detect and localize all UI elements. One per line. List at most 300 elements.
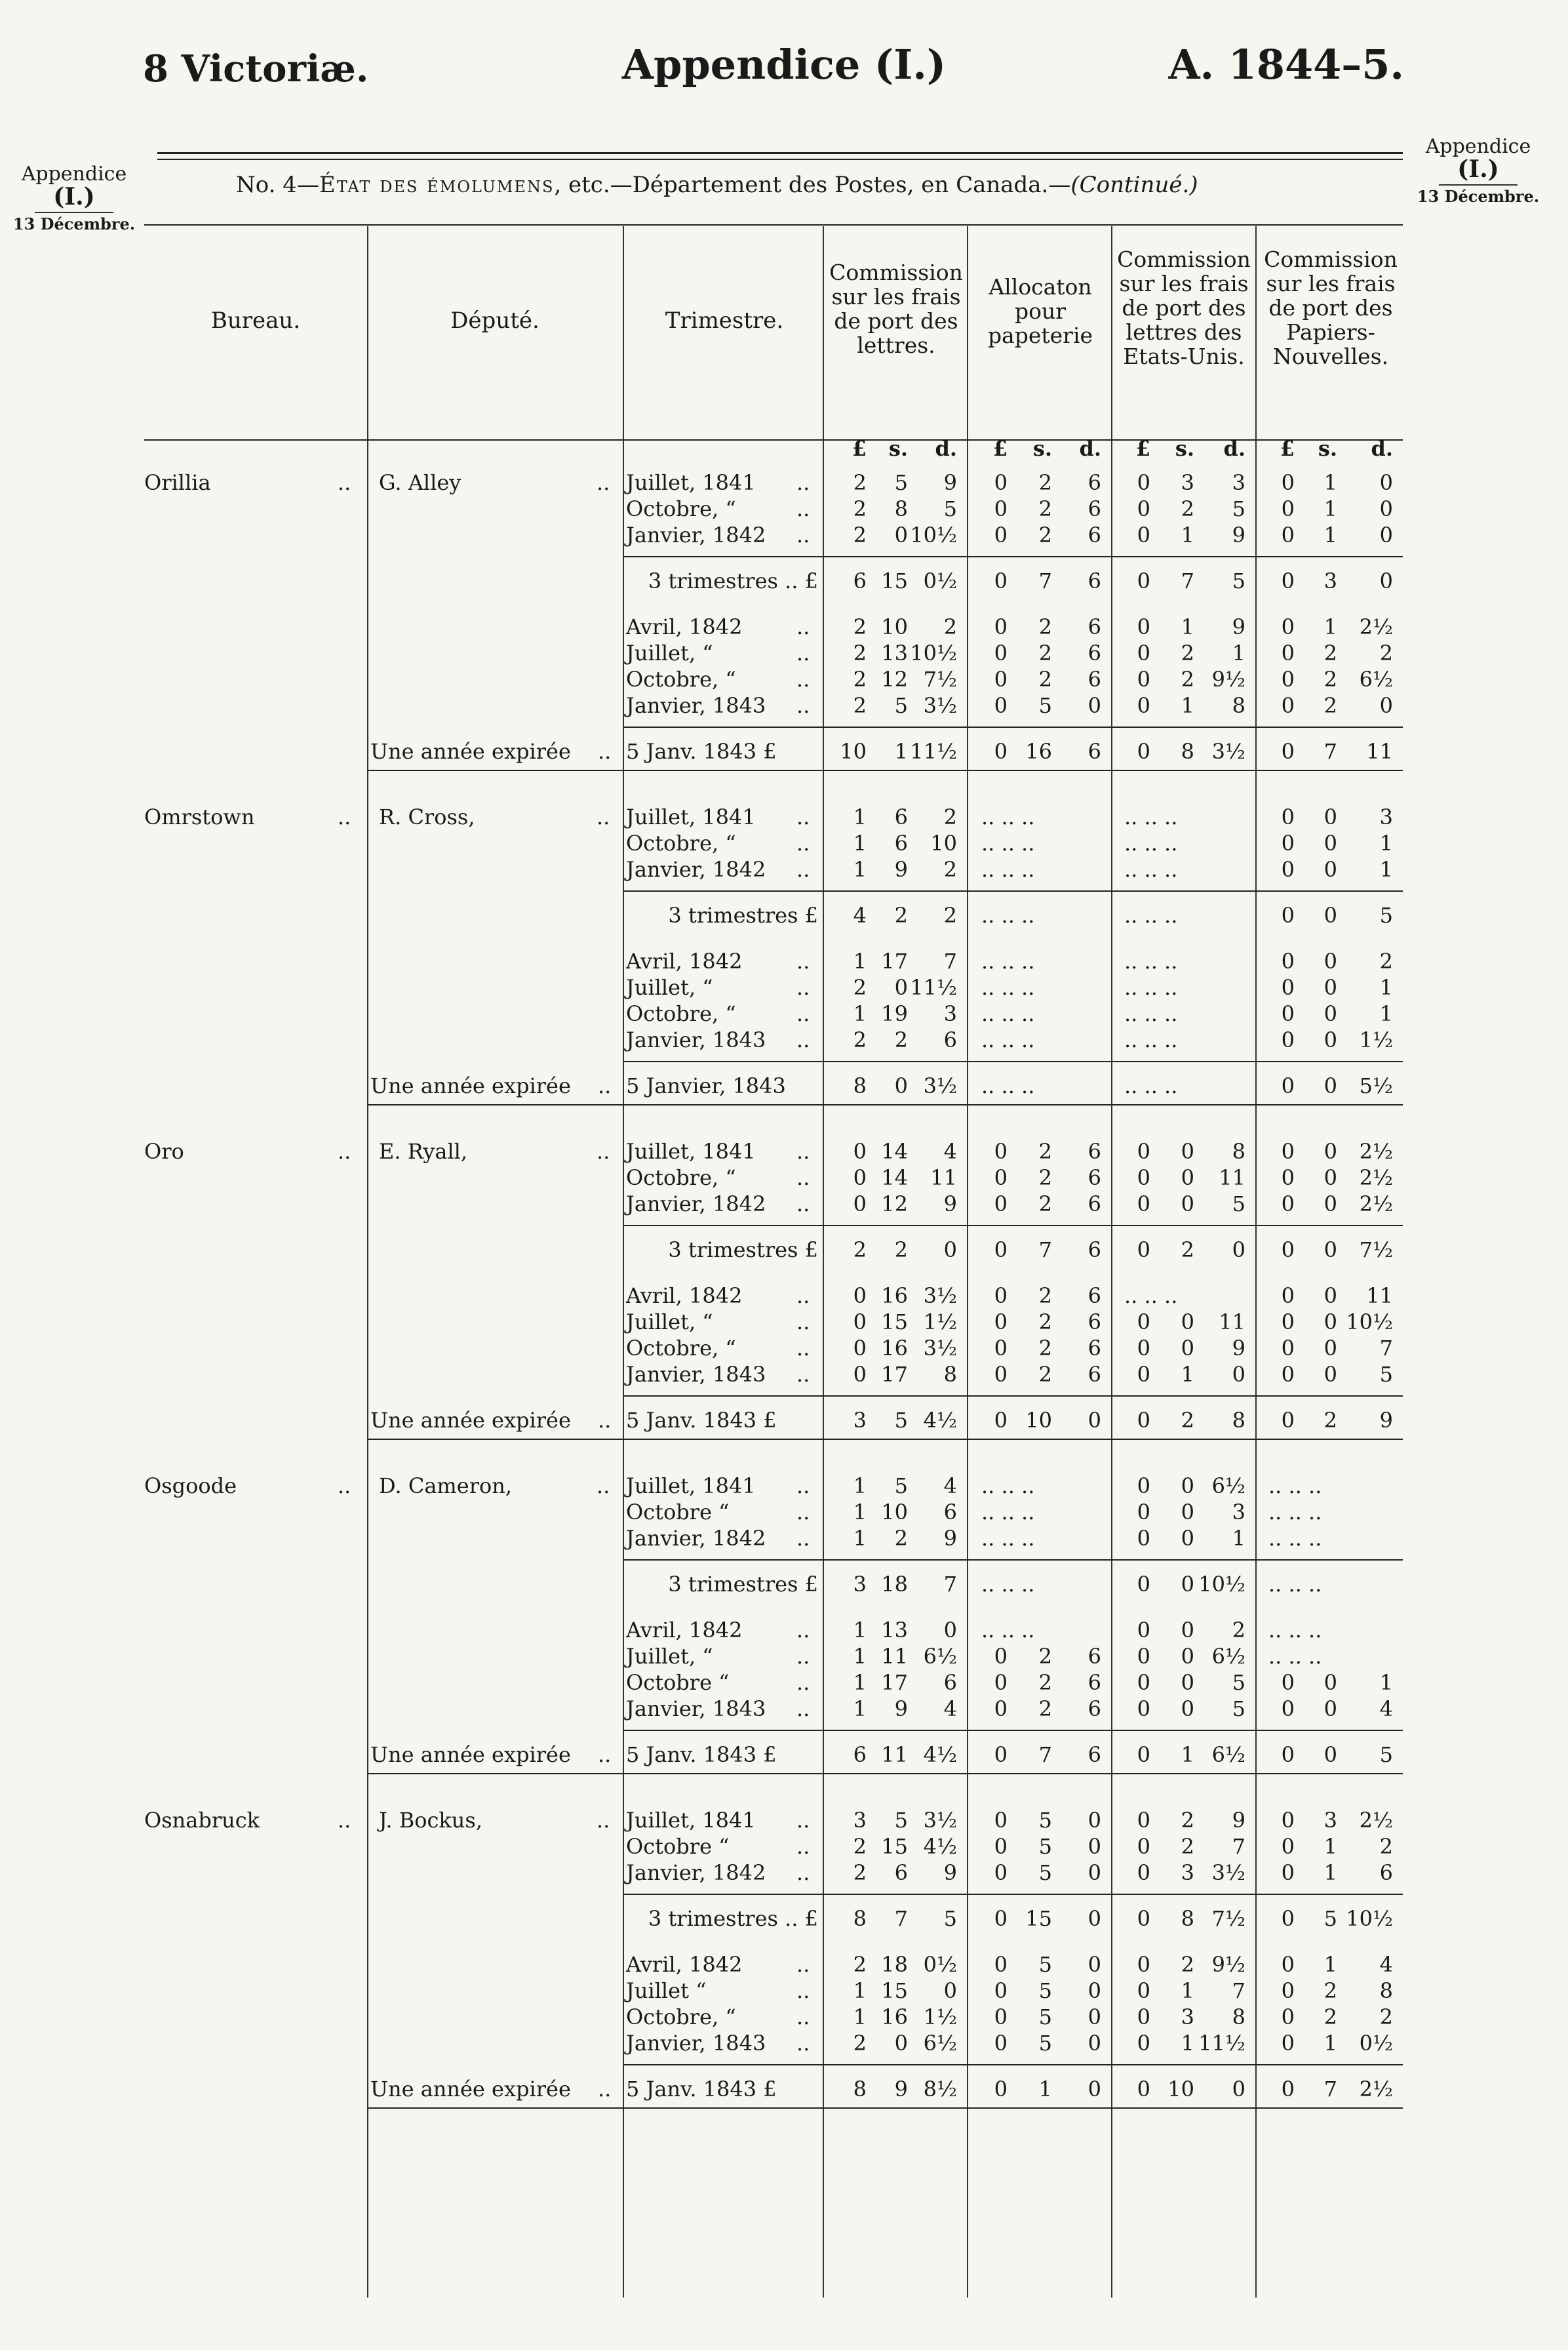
amount-c3-pence: 8 — [1232, 693, 1245, 718]
empty-dots: .. .. .. — [1268, 1644, 1322, 1669]
empty-dots: .. .. .. — [1124, 831, 1178, 856]
amount-c2-pence: 0 — [1088, 2077, 1101, 2101]
amount-c3-pounds: 0 — [1137, 1644, 1150, 1669]
unit-label-c1: £ — [852, 436, 867, 461]
col-header-commission-papiers: Commission sur les frais de port des Papiers-Nouvelles. — [1264, 247, 1398, 369]
leader-dots: .. — [796, 1001, 810, 1026]
amount-c1-shillings: 6 — [894, 805, 908, 829]
amount-c2-shillings: 5 — [1038, 1808, 1052, 1833]
amount-c4-pounds: 0 — [1281, 568, 1295, 593]
amount-c2-pounds: 0 — [994, 693, 1008, 718]
leader-dots: .. — [598, 1742, 612, 1767]
amount-c3-shillings: 3 — [1181, 470, 1194, 495]
amount-c3-pounds: 0 — [1137, 1696, 1150, 1721]
leader-dots: .. — [598, 1408, 612, 1433]
amount-c1-shillings: 0 — [894, 1073, 908, 1098]
leader-dots: .. — [338, 1139, 351, 1164]
amount-c2-shillings: 7 — [1038, 1237, 1052, 1262]
amount-c2-pounds: 0 — [994, 614, 1008, 639]
amount-c4-pounds: 0 — [1281, 1834, 1295, 1859]
amount-c3-shillings: 2 — [1181, 641, 1194, 666]
amount-c2-shillings: 2 — [1038, 1336, 1052, 1361]
amount-c4-shillings: 1 — [1323, 1952, 1337, 1977]
amount-c1-pence: 9 — [943, 470, 957, 495]
amount-c2-pence: 0 — [1088, 1834, 1101, 1859]
total-label: 5 Janv. 1843 £ — [626, 2077, 777, 2101]
amount-c4-shillings: 0 — [1323, 1027, 1337, 1052]
amount-c2-pence: 6 — [1088, 739, 1101, 764]
amount-c1-pence: 11½ — [910, 739, 957, 764]
empty-dots: .. .. .. — [981, 1526, 1035, 1551]
amount-c4-pence: 0 — [1379, 496, 1393, 521]
amount-c4-pounds: 0 — [1281, 2004, 1295, 2029]
amount-c4-shillings: 1 — [1323, 1834, 1337, 1859]
unit-label-c3: £ — [1135, 436, 1150, 461]
trimestre-cell: Juillet, 1841 — [626, 1808, 756, 1833]
amount-c1-shillings: 17 — [881, 1362, 908, 1387]
amount-c1-pounds: 1 — [853, 805, 867, 829]
amount-c4-pounds: 0 — [1281, 667, 1295, 692]
empty-dots: .. .. .. — [981, 1073, 1035, 1098]
year-label: Une année expirée — [370, 2077, 571, 2101]
trimestre-cell: Octobre, “ — [626, 2004, 736, 2029]
amount-c1-pence: 5 — [943, 496, 957, 521]
amount-c2-shillings: 2 — [1038, 1191, 1052, 1216]
bureau-name: Orillia — [144, 470, 211, 495]
amount-c2-shillings: 5 — [1038, 693, 1052, 718]
leader-dots: .. — [796, 667, 810, 692]
amount-c4-shillings: 2 — [1323, 693, 1337, 718]
trimestre-cell: Octobre, “ — [626, 1336, 736, 1361]
amount-c3-pence: 6½ — [1211, 1644, 1245, 1669]
amount-c2-shillings: 2 — [1038, 641, 1052, 666]
total-rule — [623, 727, 1403, 728]
amount-c3-pence: 8 — [1232, 1139, 1245, 1164]
amount-c1-shillings: 2 — [894, 1027, 908, 1052]
amount-c4-pounds: 0 — [1281, 1362, 1295, 1387]
amount-c3-pounds: 0 — [1137, 1860, 1150, 1885]
amount-c4-pounds: 0 — [1281, 903, 1295, 928]
caption-suffix: , etc.—Département des Postes, en Canada.— — [554, 172, 1071, 198]
amount-c1-pence: 3½ — [923, 1073, 957, 1098]
amount-c1-shillings: 14 — [881, 1139, 908, 1164]
trimestre-cell: Janvier, 1842 — [626, 857, 766, 882]
amount-c3-pence: 9 — [1232, 1808, 1245, 1833]
trimestre-cell: Janvier, 1842 — [626, 1526, 766, 1551]
amount-c3-shillings: 0 — [1181, 1309, 1194, 1334]
amount-c4-shillings: 3 — [1323, 1808, 1337, 1833]
amount-c2-shillings: 5 — [1038, 2031, 1052, 2056]
amount-c1-shillings: 0 — [894, 975, 908, 1000]
amount-c2-shillings: 5 — [1038, 1860, 1052, 1885]
amount-c1-pence: 6 — [943, 1670, 957, 1695]
amount-c3-pence: 0 — [1232, 2077, 1245, 2101]
amount-c4-shillings: 0 — [1323, 975, 1337, 1000]
top-rule — [157, 152, 1403, 154]
amount-c3-shillings: 0 — [1181, 1139, 1194, 1164]
amount-c4-pounds: 0 — [1281, 641, 1295, 666]
amount-c1-pounds: 0 — [853, 1309, 867, 1334]
trimestre-cell: Octobre, “ — [626, 667, 736, 692]
empty-dots: .. .. .. — [1124, 857, 1178, 882]
trimestre-cell: Juillet, “ — [626, 1644, 713, 1669]
amount-c4-pence: 1 — [1379, 1001, 1393, 1026]
amount-c3-shillings: 0 — [1181, 1670, 1194, 1695]
amount-c3-pounds: 0 — [1137, 1906, 1150, 1931]
leader-dots: .. — [796, 857, 810, 882]
amount-c2-pence: 6 — [1088, 1742, 1101, 1767]
amount-c4-shillings: 0 — [1323, 1309, 1337, 1334]
amount-c2-pounds: 0 — [994, 1670, 1008, 1695]
amount-c3-pounds: 0 — [1137, 2077, 1150, 2101]
empty-dots: .. .. .. — [981, 975, 1035, 1000]
amount-c4-pence: 2 — [1379, 1834, 1393, 1859]
amount-c4-pounds: 0 — [1281, 614, 1295, 639]
amount-c3-pounds: 0 — [1137, 667, 1150, 692]
amount-c2-pounds: 0 — [994, 2004, 1008, 2029]
amount-c3-shillings: 0 — [1181, 1696, 1194, 1721]
amount-c1-pence: 6 — [943, 1500, 957, 1524]
depute-name: E. Ryall, — [379, 1139, 468, 1164]
caption-title: État des émolumens — [319, 172, 555, 198]
trimestre-cell: Avril, 1842 — [626, 614, 743, 639]
col-divider — [1255, 226, 1257, 2298]
amount-c4-pounds: 0 — [1281, 1027, 1295, 1052]
amount-c4-shillings: 0 — [1323, 1742, 1337, 1767]
bureau-name: Osnabruck — [144, 1808, 260, 1833]
amount-c3-shillings: 1 — [1181, 693, 1194, 718]
leader-dots: .. — [796, 949, 810, 974]
amount-c3-pounds: 0 — [1137, 1500, 1150, 1524]
amount-c3-pence: 6½ — [1211, 1473, 1245, 1498]
unit-label-c4: £ — [1280, 436, 1295, 461]
subtotal-rule — [623, 1559, 1403, 1561]
amount-c4-shillings: 2 — [1323, 667, 1337, 692]
empty-dots: .. .. .. — [1268, 1473, 1322, 1498]
trimestre-cell: Octobre, “ — [626, 831, 736, 856]
empty-dots: .. .. .. — [1268, 1526, 1322, 1551]
amount-c3-shillings: 0 — [1181, 1500, 1194, 1524]
empty-dots: .. .. .. — [1124, 805, 1178, 829]
empty-dots: .. .. .. — [981, 1473, 1035, 1498]
amount-c3-pounds: 0 — [1137, 1978, 1150, 2003]
amount-c1-shillings: 2 — [894, 903, 908, 928]
trimestre-cell: Janvier, 1843 — [626, 1696, 766, 1721]
amount-c1-shillings: 6 — [894, 1860, 908, 1885]
amount-c2-pounds: 0 — [994, 667, 1008, 692]
amount-c1-pence: 11 — [930, 1165, 957, 1190]
amount-c3-pounds: 0 — [1137, 1618, 1150, 1643]
amount-c1-shillings: 14 — [881, 1165, 908, 1190]
amount-c1-pounds: 3 — [853, 1572, 867, 1597]
trimestre-cell: Octobre, “ — [626, 496, 736, 521]
leader-dots: .. — [796, 1808, 810, 1833]
empty-dots: .. .. .. — [981, 1001, 1035, 1026]
amount-c1-pounds: 2 — [853, 470, 867, 495]
amount-c2-pence: 0 — [1088, 1860, 1101, 1885]
amount-c1-pence: 10 — [930, 831, 957, 856]
leader-dots: .. — [796, 1618, 810, 1643]
subtotal-label: 3 trimestres £ — [668, 1237, 818, 1262]
amount-c4-pence: 1 — [1379, 857, 1393, 882]
amount-c4-pence: 7 — [1379, 1336, 1393, 1361]
amount-c1-pounds: 2 — [853, 1834, 867, 1859]
amount-c4-pounds: 0 — [1281, 1742, 1295, 1767]
amount-c3-shillings: 1 — [1181, 1742, 1194, 1767]
amount-c2-pence: 0 — [1088, 2004, 1101, 2029]
amount-c4-pounds: 0 — [1281, 1808, 1295, 1833]
margin-title: Appendice — [1425, 135, 1531, 158]
unit-label-c2: d. — [1079, 436, 1101, 461]
amount-c3-pence: 5 — [1232, 1696, 1245, 1721]
amount-c4-pounds: 0 — [1281, 975, 1295, 1000]
amount-c1-pence: 11½ — [910, 975, 957, 1000]
amount-c1-pence: 7 — [943, 1572, 957, 1597]
amount-c1-shillings: 15 — [881, 1309, 908, 1334]
amount-c4-shillings: 0 — [1323, 805, 1337, 829]
amount-c1-shillings: 7 — [894, 1906, 908, 1931]
amount-c1-pounds: 8 — [853, 1906, 867, 1931]
amount-c2-pence: 6 — [1088, 1139, 1101, 1164]
amount-c2-pence: 0 — [1088, 2031, 1101, 2056]
amount-c1-pounds: 0 — [853, 1283, 867, 1308]
leader-dots: .. — [796, 693, 810, 718]
margin-rule — [35, 212, 113, 213]
amount-c3-pounds: 0 — [1137, 1191, 1150, 1216]
leader-dots: .. — [796, 1978, 810, 2003]
trimestre-cell: Juillet, “ — [626, 975, 713, 1000]
section-rule — [367, 1439, 1403, 1440]
amount-c4-shillings: 0 — [1323, 949, 1337, 974]
amount-c1-pence: 4½ — [923, 1742, 957, 1767]
total-rule — [623, 2064, 1403, 2065]
amount-c3-pounds: 0 — [1137, 693, 1150, 718]
amount-c4-shillings: 0 — [1323, 1001, 1337, 1026]
total-label: 5 Janv. 1843 £ — [626, 1742, 777, 1767]
amount-c1-pence: 3½ — [923, 1283, 957, 1308]
year-label: Une année expirée — [370, 1073, 571, 1098]
amount-c1-pounds: 1 — [853, 2004, 867, 2029]
amount-c3-pence: 3½ — [1211, 739, 1245, 764]
amount-c1-pence: 9 — [943, 1191, 957, 1216]
amount-c4-pounds: 0 — [1281, 1073, 1295, 1098]
amount-c1-pounds: 1 — [853, 1500, 867, 1524]
trimestre-cell: Juillet, “ — [626, 641, 713, 666]
unit-label-c1: d. — [935, 436, 957, 461]
trimestre-cell: Octobre, “ — [626, 1165, 736, 1190]
subtotal-rule — [623, 890, 1403, 892]
amount-c1-pence: 10½ — [910, 523, 957, 548]
amount-c3-pounds: 0 — [1137, 1309, 1150, 1334]
amount-c2-shillings: 5 — [1038, 1952, 1052, 1977]
empty-dots: .. .. .. — [981, 805, 1035, 829]
amount-c1-pence: 5 — [943, 1906, 957, 1931]
amount-c4-pence: 5 — [1379, 1362, 1393, 1387]
subtotal-label: 3 trimestres .. £ — [648, 568, 818, 593]
amount-c4-pounds: 0 — [1281, 1408, 1295, 1433]
amount-c3-pounds: 0 — [1137, 2031, 1150, 2056]
amount-c2-shillings: 2 — [1038, 470, 1052, 495]
amount-c2-pounds: 0 — [994, 739, 1008, 764]
amount-c1-shillings: 6 — [894, 831, 908, 856]
amount-c3-pence: 5 — [1232, 568, 1245, 593]
amount-c1-shillings: 5 — [894, 693, 908, 718]
amount-c2-shillings: 1 — [1038, 2077, 1052, 2101]
leader-dots: .. — [796, 1309, 810, 1334]
caption-prefix: No. 4— — [236, 172, 319, 198]
amount-c2-shillings: 2 — [1038, 1696, 1052, 1721]
depute-name: D. Cameron, — [379, 1473, 513, 1498]
amount-c2-pounds: 0 — [994, 1309, 1008, 1334]
amount-c1-pence: 4 — [943, 1139, 957, 1164]
amount-c3-pence: 11 — [1219, 1165, 1245, 1190]
amount-c4-shillings: 0 — [1323, 1362, 1337, 1387]
amount-c3-pence: 3 — [1232, 1500, 1245, 1524]
amount-c1-pounds: 0 — [853, 1362, 867, 1387]
amount-c1-shillings: 16 — [881, 1283, 908, 1308]
amount-c1-shillings: 11 — [881, 1644, 908, 1669]
leader-dots: .. — [796, 975, 810, 1000]
col-header-commission-etats-unis: Commission sur les frais de port des lettres des Etats-Unis. — [1117, 247, 1251, 369]
amount-c3-pence: 11½ — [1198, 2031, 1245, 2056]
amount-c2-pounds: 0 — [994, 1283, 1008, 1308]
amount-c1-pounds: 2 — [853, 1237, 867, 1262]
amount-c1-pounds: 2 — [853, 1952, 867, 1977]
amount-c3-pence: 7 — [1232, 1834, 1245, 1859]
amount-c4-shillings: 0 — [1323, 1283, 1337, 1308]
total-label: 5 Janv. 1843 £ — [626, 1408, 777, 1433]
amount-c2-pounds: 0 — [994, 1191, 1008, 1216]
amount-c2-pounds: 0 — [994, 1408, 1008, 1433]
amount-c1-pence: 3½ — [923, 1808, 957, 1833]
empty-dots: .. .. .. — [981, 831, 1035, 856]
amount-c1-shillings: 10 — [881, 614, 908, 639]
margin-note-right — [1409, 136, 1547, 205]
amount-c2-pence: 6 — [1088, 1362, 1101, 1387]
leader-dots: .. — [597, 1808, 610, 1833]
trimestre-cell: Octobre “ — [626, 1670, 730, 1695]
amount-c2-pence: 6 — [1088, 641, 1101, 666]
trimestre-cell: Octobre “ — [626, 1500, 730, 1524]
amount-c2-shillings: 7 — [1038, 568, 1052, 593]
section-rule — [367, 1773, 1403, 1774]
amount-c4-pence: 0½ — [1359, 2031, 1393, 2056]
table-caption — [236, 172, 1198, 198]
amount-c4-shillings: 0 — [1323, 1237, 1337, 1262]
amount-c1-shillings: 8 — [894, 496, 908, 521]
amount-c2-pounds: 0 — [994, 1336, 1008, 1361]
amount-c4-pounds: 0 — [1281, 1283, 1295, 1308]
amount-c1-pounds: 6 — [853, 568, 867, 593]
amount-c3-pence: 0 — [1232, 1362, 1245, 1387]
caption-rule — [144, 224, 1403, 226]
amount-c4-shillings: 0 — [1323, 831, 1337, 856]
amount-c2-pence: 0 — [1088, 1808, 1101, 1833]
amount-c2-pence: 6 — [1088, 568, 1101, 593]
amount-c1-shillings: 18 — [881, 1952, 908, 1977]
amount-c1-pence: 7 — [943, 949, 957, 974]
depute-name: R. Cross, — [379, 805, 475, 829]
col-header-commission-lettres: Commission sur les frais de port des lettres. — [829, 260, 963, 358]
amount-c4-pence: 8 — [1379, 1978, 1393, 2003]
empty-dots: .. .. .. — [981, 1500, 1035, 1524]
amount-c4-pence: 2½ — [1359, 1165, 1393, 1190]
amount-c3-shillings: 0 — [1181, 1572, 1194, 1597]
amount-c4-pounds: 0 — [1281, 805, 1295, 829]
amount-c2-pence: 6 — [1088, 1165, 1101, 1190]
amount-c3-shillings: 2 — [1181, 496, 1194, 521]
amount-c4-pence: 2 — [1379, 641, 1393, 666]
amount-c3-pence: 9 — [1232, 614, 1245, 639]
amount-c4-shillings: 0 — [1323, 1139, 1337, 1164]
trimestre-cell: Juillet, 1841 — [626, 1139, 756, 1164]
leader-dots: .. — [338, 805, 351, 829]
amount-c3-pence: 6½ — [1211, 1742, 1245, 1767]
amount-c2-shillings: 16 — [1025, 739, 1052, 764]
amount-c4-shillings: 5 — [1323, 1906, 1337, 1931]
leader-dots: .. — [796, 1473, 810, 1498]
col-header-trimestre: Trimestre. — [665, 308, 784, 334]
amount-c2-shillings: 2 — [1038, 614, 1052, 639]
amount-c3-pence: 5 — [1232, 1670, 1245, 1695]
amount-c1-shillings: 5 — [894, 1808, 908, 1833]
amount-c4-shillings: 2 — [1323, 2004, 1337, 2029]
amount-c4-pounds: 0 — [1281, 1952, 1295, 1977]
amount-c1-pence: 4 — [943, 1696, 957, 1721]
amount-c1-pounds: 3 — [853, 1408, 867, 1433]
empty-dots: .. .. .. — [1124, 903, 1178, 928]
amount-c4-pence: 1 — [1379, 1670, 1393, 1695]
amount-c3-shillings: 0 — [1181, 1336, 1194, 1361]
amount-c4-pounds: 0 — [1281, 739, 1295, 764]
amount-c1-pounds: 1 — [853, 1001, 867, 1026]
amount-c2-pounds: 0 — [994, 2077, 1008, 2101]
amount-c1-pence: 4½ — [923, 1834, 957, 1859]
trimestre-cell: Janvier, 1842 — [626, 1860, 766, 1885]
amount-c4-pounds: 0 — [1281, 470, 1295, 495]
amount-c1-pounds: 2 — [853, 1860, 867, 1885]
subtotal-rule — [623, 556, 1403, 557]
amount-c1-shillings: 17 — [881, 949, 908, 974]
unit-label-c3: s. — [1175, 436, 1194, 461]
amount-c1-shillings: 0 — [894, 523, 908, 548]
amount-c1-shillings: 18 — [881, 1572, 908, 1597]
trimestre-cell: Juillet, 1841 — [626, 470, 756, 495]
amount-c1-pence: 0½ — [923, 1952, 957, 1977]
header-title: Appendice (I.) — [621, 41, 947, 89]
amount-c4-pence: 10½ — [1346, 1906, 1393, 1931]
empty-dots: .. .. .. — [1268, 1500, 1322, 1524]
amount-c2-pounds: 0 — [994, 1165, 1008, 1190]
amount-c4-pence: 2½ — [1359, 1808, 1393, 1833]
amount-c1-shillings: 15 — [881, 1834, 908, 1859]
amount-c3-shillings: 2 — [1181, 1834, 1194, 1859]
amount-c3-shillings: 1 — [1181, 2031, 1194, 2056]
amount-c4-pence: 1 — [1379, 975, 1393, 1000]
amount-c2-pence: 6 — [1088, 1309, 1101, 1334]
amount-c1-pence: 9 — [943, 1860, 957, 1885]
empty-dots: .. .. .. — [981, 1618, 1035, 1643]
leader-dots: .. — [597, 805, 610, 829]
amount-c3-pounds: 0 — [1137, 470, 1150, 495]
amount-c4-pence: 5 — [1379, 1742, 1393, 1767]
unit-label-c2: s. — [1032, 436, 1052, 461]
leader-dots: .. — [796, 1860, 810, 1885]
year-label: Une année expirée — [370, 1742, 571, 1767]
top-rule-2 — [157, 159, 1403, 160]
leader-dots: .. — [796, 1526, 810, 1551]
amount-c3-pounds: 0 — [1137, 739, 1150, 764]
